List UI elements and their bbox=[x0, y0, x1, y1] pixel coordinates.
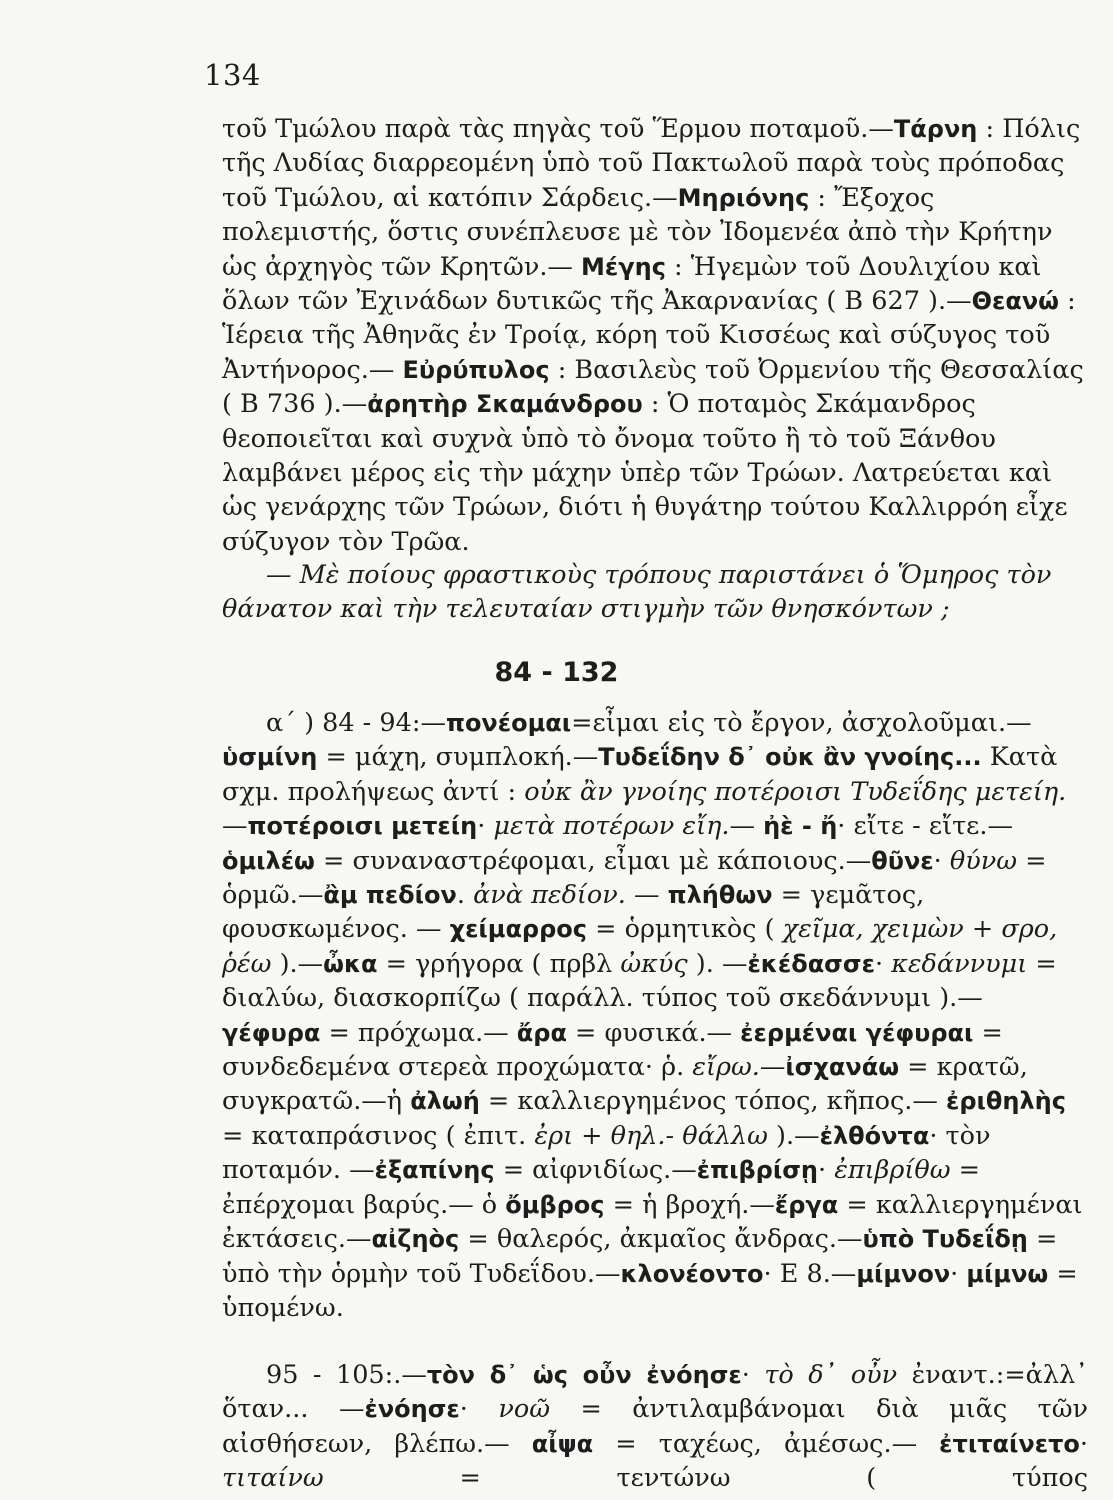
term: ἐνόησε bbox=[364, 1395, 460, 1424]
term: ἐτιταίνετο bbox=[939, 1429, 1080, 1458]
term: ἄρα bbox=[516, 1018, 567, 1047]
term: μίμνον bbox=[856, 1259, 951, 1288]
term: Εὐρύπυλος bbox=[402, 355, 550, 384]
term: ἐκέδασσε bbox=[747, 949, 875, 978]
term: θῦνε bbox=[871, 846, 934, 875]
term: χείμαρρος bbox=[449, 915, 588, 944]
term: ἰσχανάω bbox=[785, 1053, 900, 1082]
term: ὑπὸ Τυδεΐδῃ bbox=[862, 1225, 1028, 1254]
term: ποτέροισι μετείη bbox=[247, 812, 478, 841]
term: ἐλθόντα bbox=[819, 1121, 930, 1150]
term: κλονέοντο bbox=[620, 1259, 764, 1288]
term: ἐερμέναι γέφυραι bbox=[740, 1018, 974, 1047]
term: ἂμ πεδίον bbox=[323, 881, 457, 910]
term: ὑσμίνη bbox=[222, 743, 318, 772]
paragraph-3: 95 - 105:.—τὸν δ᾽ ὡς οὖν ἐνόησε· τὸ δ᾽ οὖν ἐναντ.:=ἀλλ᾽ ὅταν... —ἐνόησε· νοῶ = ἀντιλαμβάνομαι διὰ μιᾶς τῶν αἰσθήσεων, βλέπω.— αἶψα = ταχέως, ἀμέσως.— ἐτιταίνετο· τιταίνω = τεντώνω ( τύπος bbox=[222, 1360, 1089, 1494]
question: — Μὲ ποίους φραστικοὺς τρόπους παριστάνει ὁ Ὅμηρος τὸν θάνατον καὶ τὴν τελευταίαν στιγμὴν τῶν θνησκόντων ; bbox=[222, 560, 1052, 625]
term: ἔργα bbox=[774, 1190, 839, 1219]
paragraph-glossary-names bbox=[222, 112, 1088, 559]
term: Τυδεΐδην δ᾽ οὐκ ἂν γνοίης... bbox=[598, 743, 982, 772]
term: ἐξαπίνης bbox=[374, 1156, 495, 1185]
term: ὦκα bbox=[323, 949, 378, 978]
question-block bbox=[222, 558, 1088, 627]
term: ἀλωή bbox=[410, 1087, 480, 1116]
term: αἶψα bbox=[531, 1429, 594, 1458]
term: πονέομαι bbox=[445, 709, 572, 737]
term: ἠὲ - ἤ bbox=[763, 812, 838, 841]
term: πλήθων bbox=[667, 881, 773, 910]
paragraph-2: α΄ ) 84 - 94:—πονέομαι=εἶμαι εἰς τὸ ἔργον, ἀσχολοῦμαι.—ὑσμίνη = μάχη, συμπλοκή.—Τυδεΐδην δ᾽ οὐκ ἂν γνοίης... Κατὰ σχμ. προλήψεως ἀντί : οὐκ ἂν γνοίης ποτέροισι Τυδεΐδης μετείη.—ποτέροισι μετείη· μετὰ ποτέρων εἴη.— ἠὲ - ἤ· εἴτε - εἴτε.—ὁμιλέω = συναναστρέφομαι, εἶμαι μὲ κάποιους.—θῦνε· θύνω = ὁρμῶ.—ἂμ πεδίον. ἀνὰ πεδίον. — πλήθων = γεμᾶτος, φουσκωμένος. — χείμαρρος = ὁρμητικὸς ( χεῖμα, χειμὼν + σρο, ῥέω ).—ὦκα = γρήγορα ( πρβλ ὠκύς ). —ἐκέδασσε· κεδάννυμι = διαλύω, διασκορπίζω ( παράλλ. τύπος τοῦ σκεδάννυμι ).— γέφυρα = πρόχωμα.— ἄρα = φυσικά.— ἐερμέναι γέφυραι = συνδεδεμένα στερεὰ προχώματα· ῥ. εἴρω.—ἰσχανάω = κρατῶ, συγκρατῶ.—ἡ ἀλωή = καλλιεργημένος τόπος, κῆπος.— ἐριθηλὴς = καταπράσινος ( ἐπιτ. ἐρι + θηλ.- θάλλω ).—ἐλθόντα· τὸν ποταμόν. —ἐξαπίνης = αἰφνιδίως.—ἐπιβρίσῃ· ἐπιβρίθω = ἐπέρχομαι βαρύς.— ὁ ὄμβρος = ἡ βροχή.—ἔργα = καλλιεργημέναι ἐκτάσεις.—αἰζηὸς = θαλερός, ἀκμαῖος ἄνδρας.—ὑπὸ Τυδεΐδῃ = ὑπὸ τὴν ὁρμὴν τοῦ Τυδεΐδου.—κλονέοντο· Ε 8.—μίμνον· μίμνω = ὑπομένω. bbox=[222, 708, 1083, 1323]
term: μίμνω bbox=[966, 1259, 1049, 1288]
term: αἰζηὸς bbox=[371, 1225, 460, 1254]
term: Μέγης bbox=[581, 252, 666, 281]
term: τὸν δ᾽ ὡς οὖν ἐνόησε bbox=[426, 1361, 742, 1389]
term: Θεανώ bbox=[971, 287, 1060, 316]
term: Μηριόνης bbox=[677, 183, 810, 212]
term: ἐριθηλὴς bbox=[946, 1087, 1066, 1116]
term: ὁμιλέω bbox=[222, 846, 315, 875]
page-number: 134 bbox=[204, 58, 261, 92]
term: ὄμβρος bbox=[505, 1190, 605, 1219]
term: ἀρητὴρ Σκαμάνδρου bbox=[367, 390, 643, 419]
paragraph-glossary-95-105 bbox=[222, 1358, 1088, 1496]
section-heading: 84 - 132 bbox=[494, 657, 619, 688]
term: γέφυρα bbox=[222, 1018, 321, 1047]
term: Τάρνη bbox=[893, 115, 978, 143]
paragraph-1: τοῦ Τμώλου παρὰ τὰς πηγὰς τοῦ Ἕρμου ποταμοῦ.—Τάρνη : Πόλις τῆς Λυδίας διαρρεομένη ὑπὸ τοῦ Πακτωλοῦ παρὰ τοὺς πρόποδας τοῦ Τμώλου, αἱ κατόπιν Σάρδεις.—Μηριόνης : Ἔξοχος πολεμιστής, ὅστις συνέπλευσε μὲ τὸν Ἰδομενέα ἀπὸ τὴν Κρήτην ὡς ἀρχηγὸς τῶν Κρητῶν.— Μέγης : Ἡγεμὼν τοῦ Δουλιχίου καὶ ὅλων τῶν Ἐχινάδων δυτικῶς τῆς Ἀκαρνανίας ( Β 627 ).—Θεανώ : Ἱέρεια τῆς Ἀθηνᾶς ἐν Τροίᾳ, κόρη τοῦ Κισσέως καὶ σύζυγος τοῦ Ἀντήνορος.— Εὐρύπυλος : Βασιλεὺς τοῦ Ὀρμενίου τῆς Θεσσαλίας ( Β 736 ).—ἀρητὴρ Σκαμάνδρου : Ὁ ποταμὸς Σκάμανδρος θεοποιεῖται καὶ συχνὰ ὑπὸ τὸ ὄνομα τοῦτο ἢ τὸ τοῦ Ξάνθου λαμβάνει μέρος εἰς τὴν μάχην ὑπὲρ τῶν Τρώων. Λατρεύεται καὶ ὡς γενάρχης τῶν Τρώων, διότι ἡ θυγάτηρ τούτου Καλλιρρόη εἶχε σύζυγον τὸν Τρῶα. bbox=[222, 114, 1084, 557]
term: ἐπιβρίσῃ bbox=[696, 1156, 818, 1185]
paragraph-glossary-84-94 bbox=[222, 706, 1088, 1325]
